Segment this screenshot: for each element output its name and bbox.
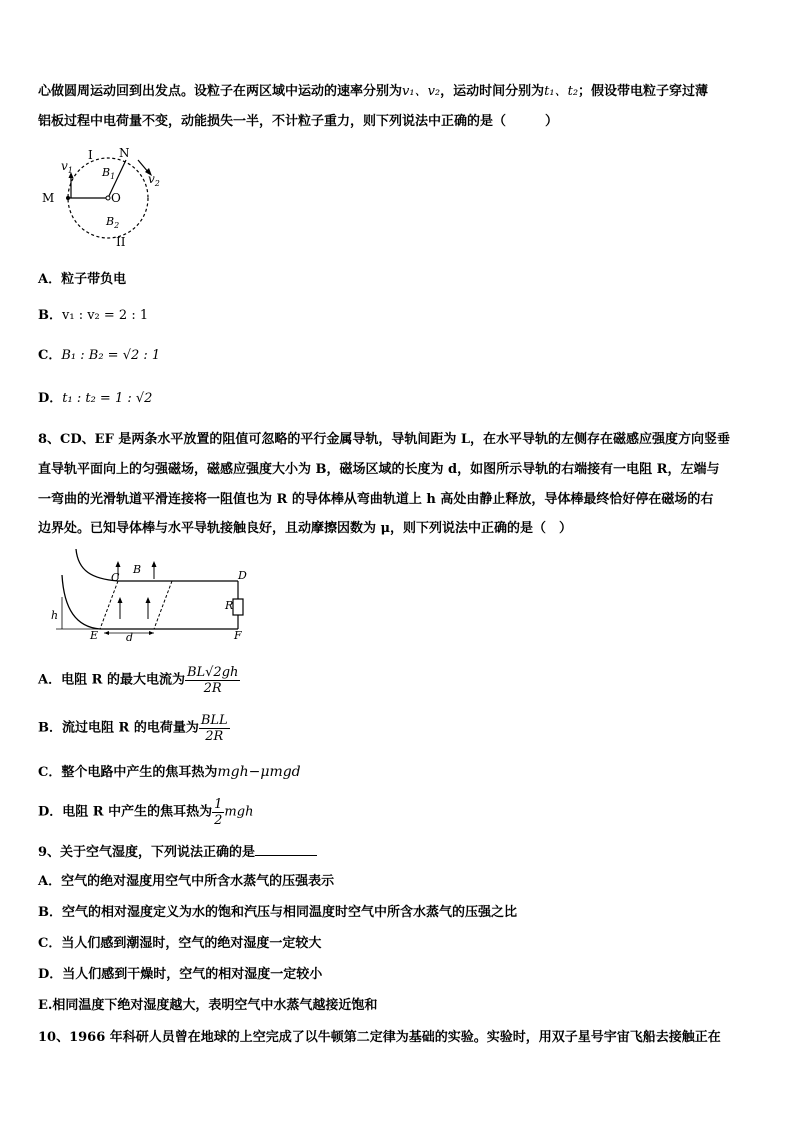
q7-circle-figure xyxy=(38,140,178,252)
q7-label-B1: $B_1$ xyxy=(102,166,116,181)
q9-option-A[interactable]: A．空气的绝对湿度用空气中所含水蒸气的压强表示 xyxy=(38,874,335,889)
q10-text-line1: 10、1966 年科研人员曾在地球的上空完成了以牛顿第二定律为基础的实验。实验时，用双子星号宇宙飞船去接触正在 xyxy=(38,1030,721,1045)
q8-label-C: C xyxy=(111,571,120,584)
q8-label-F: F xyxy=(234,629,242,642)
q8-rail-figure xyxy=(48,545,258,645)
q9-option-B[interactable]: B．空气的相对湿度定义为水的饱和汽压与相同温度时空气中所含水蒸气的压强之比 xyxy=(38,905,517,920)
q7-label-II: II xyxy=(116,235,126,249)
q7-text-line2: 铝板过程中电荷量不变，动能损失一半，不计粒子重力，则下列说法中正确的是（ ） xyxy=(38,114,559,129)
q8-label-E: E xyxy=(90,629,99,642)
q8-label-R: R xyxy=(225,599,234,612)
q8-label-D: D xyxy=(238,569,247,582)
q7-label-O: O xyxy=(111,191,121,205)
q8-option-D[interactable]: D．电阻 R 中产生的焦耳热为 $\frac{1}{2}$ mgh xyxy=(38,797,254,828)
q7-label-v1: $v_1$ xyxy=(61,159,73,175)
q7-option-D[interactable]: D．t₁ : t₂ = 1 : √2 xyxy=(38,391,153,406)
q9-option-E[interactable]: E.相同温度下绝对湿度越大，表明空气中水蒸气越接近饱和 xyxy=(38,998,378,1013)
q8-label-h: h xyxy=(51,609,59,622)
q8-text-line2: 直导轨平面向上的匀强磁场，磁感应强度大小为 B，磁场区域的长度为 d，如图所示导轨的右端接有一电阻 R，左端与 xyxy=(38,462,720,477)
q7-label-N: N xyxy=(119,146,130,160)
q7-option-C[interactable]: C．B₁ : B₂ = √2 : 1 xyxy=(38,348,161,363)
q7-option-B[interactable]: B．v₁ : v₂ = 2 : 1 xyxy=(38,308,149,323)
q9-answer-blank[interactable] xyxy=(255,843,317,856)
q9-option-D[interactable]: D．当人们感到干燥时，空气的相对湿度一定较小 xyxy=(38,967,323,982)
q8-label-B: B xyxy=(133,563,142,576)
q8-option-B[interactable]: B．流过电阻 R 的电荷量为 $\frac{\text{BLL}}{2R}$ xyxy=(38,713,228,744)
q8-option-C[interactable]: C．整个电路中产生的焦耳热为mgh−μmgd xyxy=(38,764,301,780)
q8-curved-track-bottom xyxy=(62,575,100,629)
q7-label-B2: $B_2$ xyxy=(106,215,120,230)
q8-text-line1: 8、CD、EF 是两条水平放置的阻值可忽略的平行金属导轨，导轨间距为 L，在水平导轨的左侧存在磁感应强度方向竖垂 xyxy=(38,432,730,447)
q9-option-C[interactable]: C．当人们感到潮湿时，空气的绝对湿度一定较大 xyxy=(38,936,322,951)
q8-text-line4: 边界处。已知导体棒与水平导轨接触良好，且动摩擦因数为 μ，则下列说法中正确的是（ ） xyxy=(38,521,573,536)
q8-resistor-R xyxy=(233,599,243,615)
q9-stem: 9、关于空气湿度，下列说法正确的是 xyxy=(38,843,317,861)
q7-label-v2: $v_2$ xyxy=(148,172,160,188)
q7-label-I: I xyxy=(88,148,93,162)
q7-label-M: M xyxy=(42,191,55,205)
q8-label-d: d xyxy=(126,631,134,644)
q8-field-right-boundary xyxy=(154,581,172,629)
q8-text-line3: 一弯曲的光滑轨道平滑连接将一阻值也为 R 的导体棒从弯曲轨道上 h 高处由静止释放，导体棒最终恰好停在磁场的右 xyxy=(38,492,714,507)
q8-option-A[interactable]: A．电阻 R 的最大电流为 $\frac{BL√2gh}{2R}$ xyxy=(38,665,239,696)
q7-text-line1: 心做圆周运动回到出发点。设粒子在两区域中运动的速率分别为v₁、v₂，运动时间分别为t₁、t₂；假设带电粒子穿过薄 xyxy=(38,84,709,99)
q7-option-A[interactable]: A．粒子带负电 xyxy=(38,272,127,287)
q8-field-left-boundary xyxy=(100,581,118,629)
